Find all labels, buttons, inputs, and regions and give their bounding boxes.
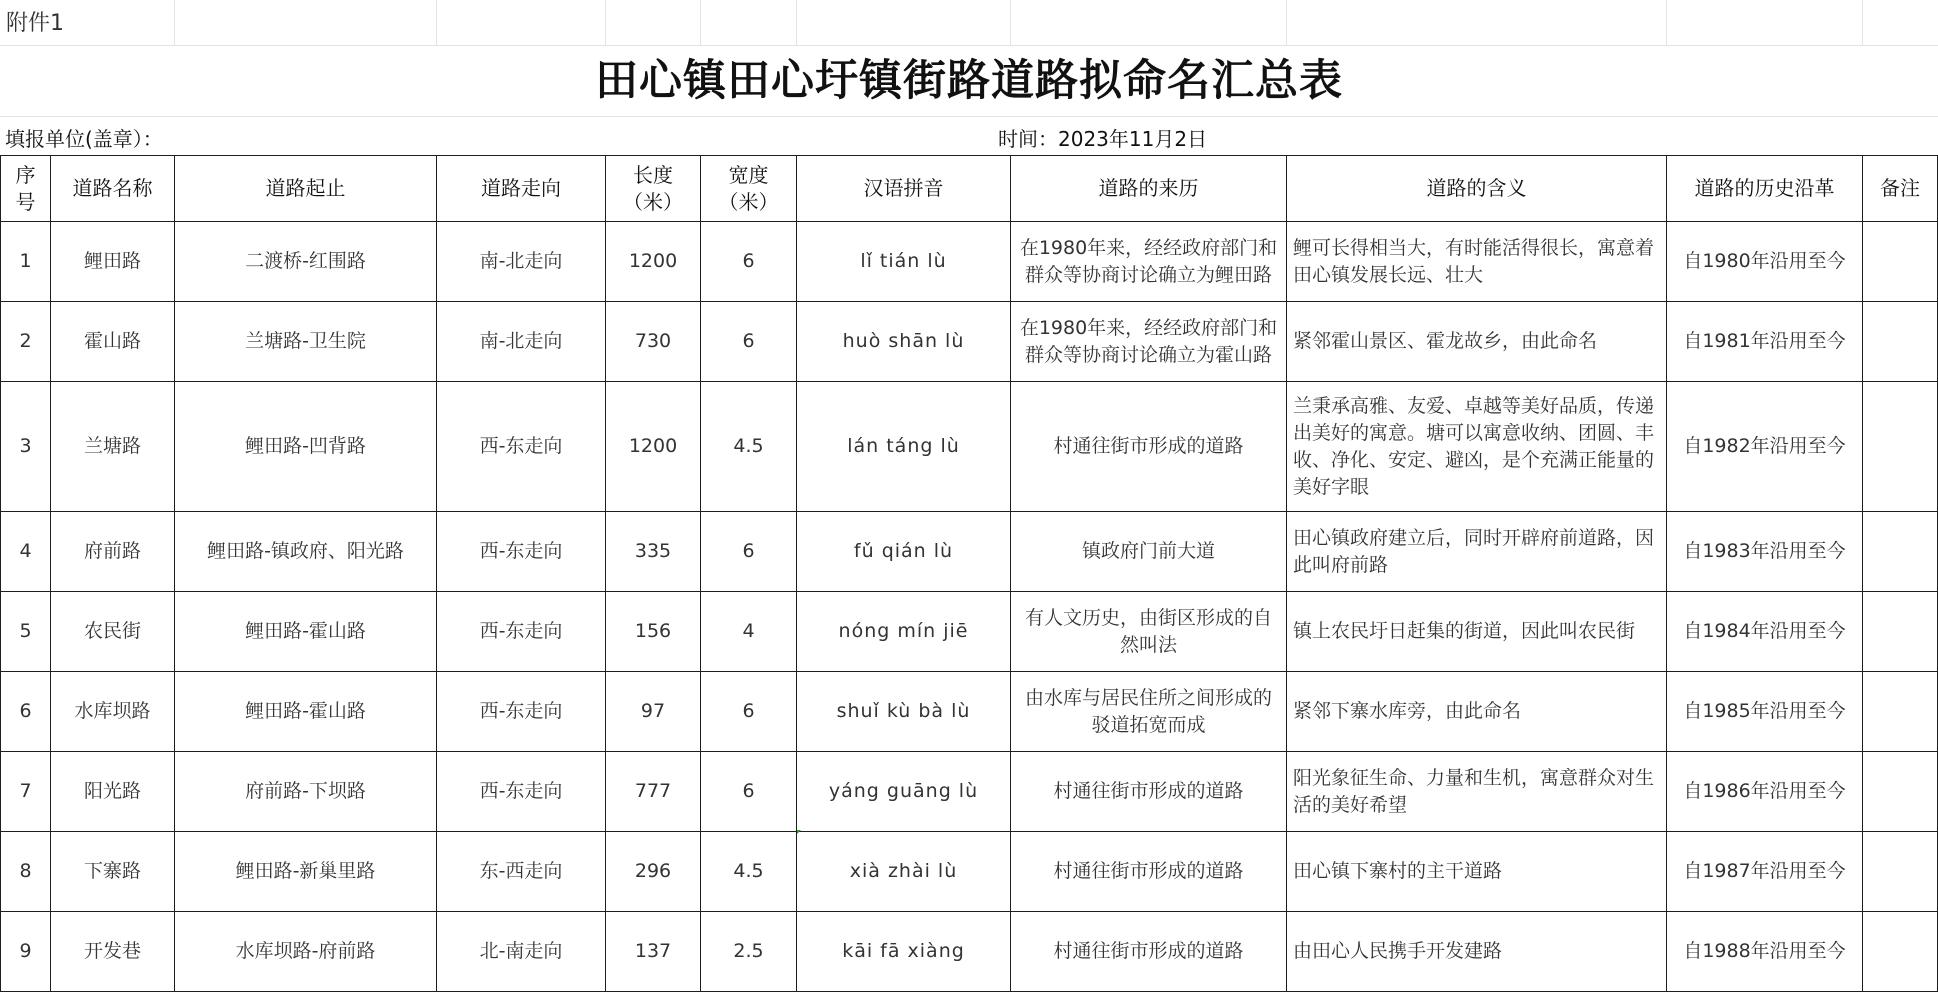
table-row [1, 752, 1938, 832]
cell-history: 自1988年沿用至今 [1667, 912, 1863, 992]
cell-history: 自1984年沿用至今 [1667, 592, 1863, 672]
cell-meaning: 鲤可长得相当大，有时能活得很长，寓意着田心镇发展长远、壮大 [1287, 222, 1667, 302]
cell-road-span: 鲤田路-凹背路 [175, 382, 437, 512]
gridline [174, 0, 175, 45]
table-row [1, 832, 1938, 912]
cell-index: 2 [1, 302, 51, 382]
cell-road-name: 鲤田路 [51, 222, 175, 302]
page-title: 田心镇田心圩镇街路道路拟命名汇总表 [595, 56, 1343, 106]
cell-road-name: 阳光路 [51, 752, 175, 832]
header-history: 道路的历史沿革 [1667, 156, 1863, 222]
cell-road-name: 开发巷 [51, 912, 175, 992]
cell-index: 1 [1, 222, 51, 302]
cell-pinyin: huò shān lù [797, 302, 1011, 382]
gridline [1010, 0, 1011, 45]
cell-meaning: 田心镇下寨村的主干道路 [1287, 832, 1667, 912]
cell-direction: 西-东走向 [437, 672, 606, 752]
cell-note [1863, 302, 1938, 382]
cell-direction: 西-东走向 [437, 592, 606, 672]
cell-direction: 西-东走向 [437, 382, 606, 512]
cell-history: 自1980年沿用至今 [1667, 222, 1863, 302]
table-row [1, 912, 1938, 992]
cell-pinyin: lán táng lù [797, 382, 1011, 512]
cell-origin: 村通往街市形成的道路 [1011, 382, 1287, 512]
cell-origin: 村通往街市形成的道路 [1011, 832, 1287, 912]
gridline [700, 0, 701, 45]
gridline [796, 0, 797, 45]
cell-index: 4 [1, 512, 51, 592]
cell-length: 1200 [606, 222, 701, 302]
cell-origin: 由水库与居民住所之间形成的驳道拓宽而成 [1011, 672, 1287, 752]
cell-road-name: 水库坝路 [51, 672, 175, 752]
cell-index: 8 [1, 832, 51, 912]
cell-comment-marker [797, 830, 801, 834]
cell-pinyin: yáng guāng lù [797, 752, 1011, 832]
header-direction: 道路走向 [437, 156, 606, 222]
table-row [1, 222, 1938, 302]
table-row [1, 672, 1938, 752]
date-label: 时间：2023年11月2日 [998, 127, 1208, 151]
cell-width: 4.5 [701, 832, 797, 912]
cell-length: 1200 [606, 382, 701, 512]
cell-road-name: 下寨路 [51, 832, 175, 912]
gridline [0, 45, 1938, 46]
cell-history: 自1983年沿用至今 [1667, 512, 1863, 592]
cell-note [1863, 672, 1938, 752]
cell-meaning: 紧邻霍山景区、霍龙故乡，由此命名 [1287, 302, 1667, 382]
cell-origin: 镇政府门前大道 [1011, 512, 1287, 592]
cell-history: 自1985年沿用至今 [1667, 672, 1863, 752]
table-row [1, 302, 1938, 382]
cell-direction: 南-北走向 [437, 302, 606, 382]
cell-index: 9 [1, 912, 51, 992]
cell-origin: 村通往街市形成的道路 [1011, 752, 1287, 832]
cell-road-span: 二渡桥-红围路 [175, 222, 437, 302]
cell-index: 7 [1, 752, 51, 832]
cell-history: 自1982年沿用至今 [1667, 382, 1863, 512]
reporting-unit-label: 填报单位(盖章）： [5, 127, 163, 151]
cell-road-span: 鲤田路-镇政府、阳光路 [175, 512, 437, 592]
cell-meaning: 阳光象征生命、力量和生机，寓意群众对生活的美好希望 [1287, 752, 1667, 832]
cell-direction: 东-西走向 [437, 832, 606, 912]
cell-note [1863, 382, 1938, 512]
cell-width: 6 [701, 302, 797, 382]
gridline [1862, 0, 1863, 45]
cell-length: 730 [606, 302, 701, 382]
cell-meaning: 镇上农民圩日赶集的街道，因此叫农民街 [1287, 592, 1667, 672]
cell-width: 2.5 [701, 912, 797, 992]
cell-direction: 西-东走向 [437, 512, 606, 592]
cell-direction: 西-东走向 [437, 752, 606, 832]
gridline [1286, 0, 1287, 45]
cell-width: 6 [701, 752, 797, 832]
cell-origin: 在1980年来，经经政府部门和群众等协商讨论确立为鲤田路 [1011, 222, 1287, 302]
cell-road-span: 兰塘路-卫生院 [175, 302, 437, 382]
cell-width: 6 [701, 512, 797, 592]
cell-note [1863, 222, 1938, 302]
cell-road-span: 鲤田路-新巢里路 [175, 832, 437, 912]
table-row [1, 592, 1938, 672]
cell-index: 5 [1, 592, 51, 672]
cell-road-name: 农民街 [51, 592, 175, 672]
cell-length: 156 [606, 592, 701, 672]
cell-road-span: 鲤田路-霍山路 [175, 592, 437, 672]
cell-history: 自1987年沿用至今 [1667, 832, 1863, 912]
cell-origin: 有人文历史，由街区形成的自然叫法 [1011, 592, 1287, 672]
cell-meaning: 田心镇政府建立后，同时开辟府前道路，因此叫府前路 [1287, 512, 1667, 592]
cell-history: 自1981年沿用至今 [1667, 302, 1863, 382]
table-row [1, 512, 1938, 592]
cell-width: 6 [701, 672, 797, 752]
cell-note [1863, 592, 1938, 672]
cell-width: 4.5 [701, 382, 797, 512]
cell-meaning: 紧邻下寨水库旁，由此命名 [1287, 672, 1667, 752]
header-road-span: 道路起止 [175, 156, 437, 222]
cell-road-name: 兰塘路 [51, 382, 175, 512]
header-width: 宽度（米） [701, 156, 797, 222]
cell-road-span: 鲤田路-霍山路 [175, 672, 437, 752]
cell-direction: 南-北走向 [437, 222, 606, 302]
table-header-row [1, 156, 1938, 222]
cell-length: 296 [606, 832, 701, 912]
cell-length: 137 [606, 912, 701, 992]
cell-meaning: 兰秉承高雅、友爱、卓越等美好品质，传递出美好的寓意。塘可以寓意收纳、团圆、丰收、净化、安定、避凶，是个充满正能量的美好字眼 [1287, 382, 1667, 512]
header-origin: 道路的来历 [1011, 156, 1287, 222]
cell-origin: 在1980年来，经经政府部门和群众等协商讨论确立为霍山路 [1011, 302, 1287, 382]
gridline [436, 0, 437, 45]
header-note: 备注 [1863, 156, 1938, 222]
cell-meaning: 由田心人民携手开发建路 [1287, 912, 1667, 992]
cell-length: 335 [606, 512, 701, 592]
cell-road-span: 府前路-下坝路 [175, 752, 437, 832]
cell-direction: 北-南走向 [437, 912, 606, 992]
header-road-name: 道路名称 [51, 156, 175, 222]
road-naming-table [0, 155, 1938, 992]
cell-length: 777 [606, 752, 701, 832]
header-length: 长度（米） [606, 156, 701, 222]
attachment-label: 附件1 [6, 11, 64, 36]
header-index: 序号 [1, 156, 51, 222]
cell-history: 自1986年沿用至今 [1667, 752, 1863, 832]
cell-note [1863, 832, 1938, 912]
gridline [0, 116, 1938, 117]
table-row [1, 382, 1938, 512]
cell-note [1863, 912, 1938, 992]
cell-note [1863, 512, 1938, 592]
cell-pinyin: kāi fā xiàng [797, 912, 1011, 992]
cell-width: 4 [701, 592, 797, 672]
cell-pinyin: nóng mín jiē [797, 592, 1011, 672]
cell-note [1863, 752, 1938, 832]
cell-width: 6 [701, 222, 797, 302]
cell-length: 97 [606, 672, 701, 752]
cell-index: 6 [1, 672, 51, 752]
cell-pinyin: xià zhài lù [797, 832, 1011, 912]
gridline [1666, 0, 1667, 45]
header-meaning: 道路的含义 [1287, 156, 1667, 222]
cell-origin: 村通往街市形成的道路 [1011, 912, 1287, 992]
gridline [605, 0, 606, 45]
cell-pinyin: shuǐ kù bà lù [797, 672, 1011, 752]
cell-road-name: 府前路 [51, 512, 175, 592]
cell-pinyin: fǔ qián lù [797, 512, 1011, 592]
header-pinyin: 汉语拼音 [797, 156, 1011, 222]
cell-pinyin: lǐ tián lù [797, 222, 1011, 302]
cell-index: 3 [1, 382, 51, 512]
cell-road-name: 霍山路 [51, 302, 175, 382]
cell-road-span: 水库坝路-府前路 [175, 912, 437, 992]
